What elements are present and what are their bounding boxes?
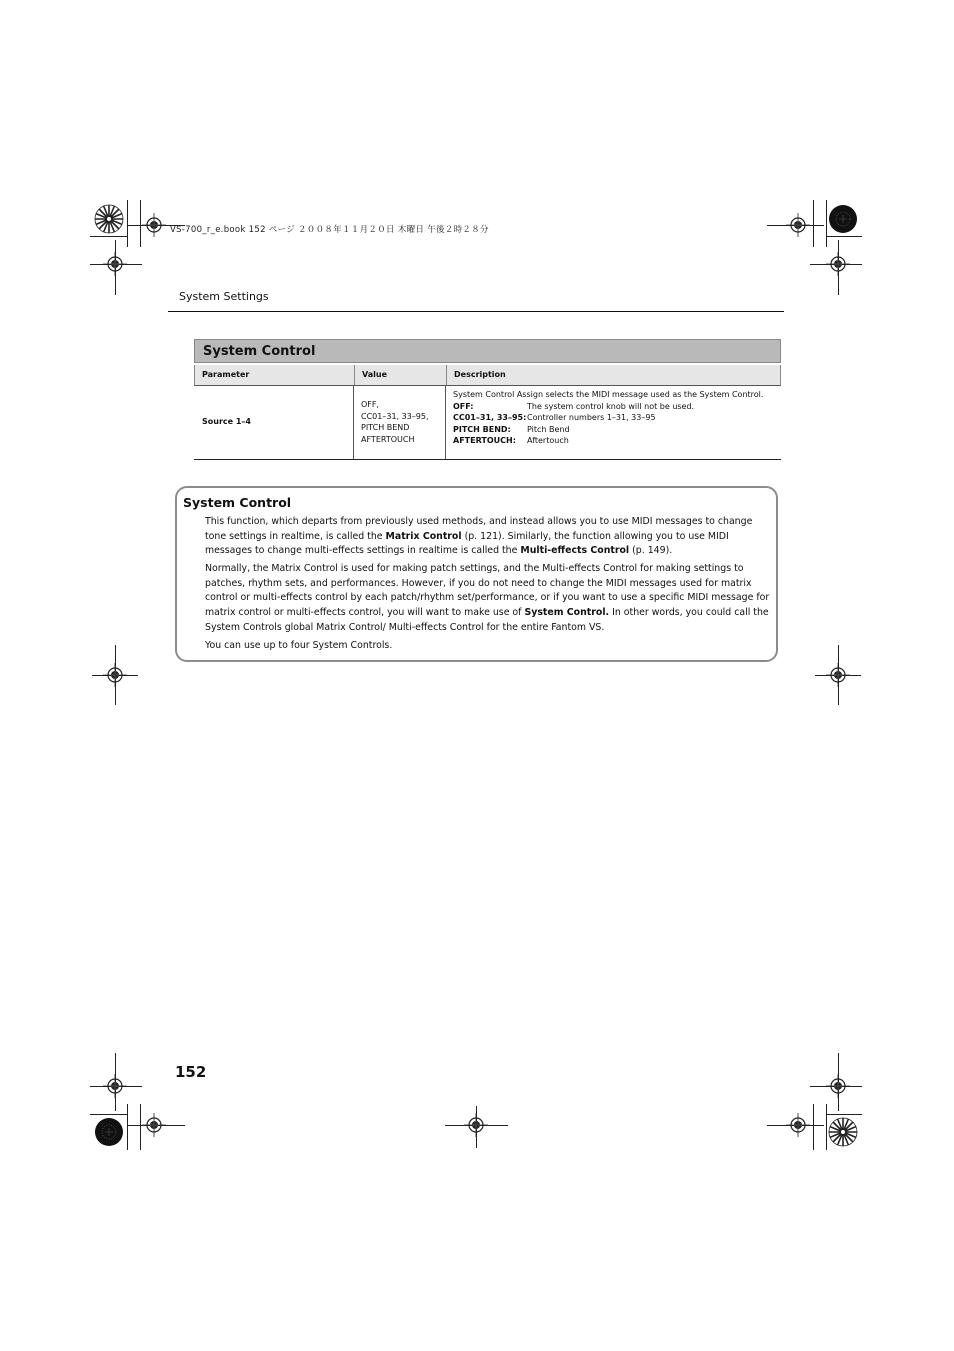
header-rule (168, 311, 784, 312)
value-line: OFF, (361, 400, 380, 409)
value-line: AFTERTOUCH (361, 434, 415, 444)
description-key: AFTERTOUCH: (453, 436, 516, 446)
note-title: System Control (183, 495, 292, 510)
description-cell (446, 386, 781, 459)
registration-mark-icon (142, 213, 166, 237)
description-key: CC01–31, 33–95: (453, 413, 527, 423)
text-run: In other words, you could call the System Controls global Matrix Control/ Multi-effects Control for the entire Fantom VS. (205, 607, 769, 633)
note-paragraph (205, 562, 770, 635)
description-text: Controller numbers 1–31, 33–95 (527, 413, 656, 423)
registration-mark-icon (103, 1074, 127, 1098)
text-run: (p. 121). Similarly, the function allowing you to use MIDI messages to change multi-effects settings in realtime is called the (205, 530, 729, 557)
note-paragraph: You can use up to four System Controls. (205, 639, 393, 651)
registration-mark-icon (826, 1074, 850, 1098)
description-item (453, 424, 774, 436)
registration-mark-icon (786, 213, 810, 237)
description-item (453, 401, 774, 413)
description-item (453, 435, 774, 447)
description-text: Pitch Bend (527, 424, 570, 434)
starburst-target-icon (828, 204, 858, 234)
column-header-description: Description (454, 370, 506, 379)
table-row (194, 386, 781, 460)
page-number: 152 (175, 1063, 207, 1081)
emphasis-system-control: System Control. (524, 607, 610, 619)
registration-mark-icon (786, 1113, 810, 1137)
print-slug: VS-700_r_e.book 152 ページ ２００８年１１月２０日 木曜日 午後２時２８分 (170, 225, 489, 235)
text-run: (p. 149). (629, 545, 673, 557)
parameter-table (194, 339, 781, 460)
value-cell (354, 386, 446, 459)
description-intro: System Control Assign selects the MIDI message used as the System Control. (453, 390, 764, 399)
registration-mark-icon (826, 663, 850, 687)
description-text: Aftertouch (527, 436, 569, 446)
starburst-target-icon (94, 204, 124, 234)
registration-mark-icon (103, 663, 127, 687)
running-head: System Settings (179, 290, 269, 303)
emphasis-multi-effects-control: Multi-effects Control (520, 545, 630, 557)
table-title: System Control (194, 339, 781, 363)
text-run: This function, which departs from previously used methods, and instead allows you to use MIDI messages to change tone settings in realtime, is called the (205, 516, 753, 542)
note-body (205, 515, 770, 657)
value-line: PITCH BEND (361, 423, 410, 433)
note-paragraph (205, 515, 770, 559)
registration-mark-icon (826, 252, 850, 276)
value-line: CC01–31, 33–95, (361, 411, 429, 421)
starburst-target-icon (828, 1117, 858, 1147)
description-text: The system control knob will not be used. (527, 401, 695, 411)
parameter-cell: Source 1–4 (194, 386, 354, 459)
column-header-value: Value (355, 365, 447, 385)
registration-mark-icon (103, 252, 127, 276)
registration-mark-icon (464, 1113, 488, 1137)
starburst-target-icon (94, 1117, 124, 1147)
description-item (453, 412, 774, 424)
table-header-row (194, 365, 781, 386)
emphasis-matrix-control: Matrix Control (385, 530, 462, 542)
registration-mark-icon (142, 1113, 166, 1137)
text-run: Normally, the Matrix Control is used for making patch settings, and the Multi-effects Control for making settings to patches, rhythm sets, and performances. However, if you do not need to change the MIDI messages used for matrix control or multi-effects control by each patch/rhythm set/performance, or if you want to use a specific MIDI message for matrix control or multi-effects control, you will want to make use of (205, 563, 770, 619)
description-key: PITCH BEND: (453, 424, 511, 434)
column-header-parameter: Parameter (195, 365, 355, 385)
note-box (175, 486, 778, 662)
description-key: OFF: (453, 401, 474, 411)
